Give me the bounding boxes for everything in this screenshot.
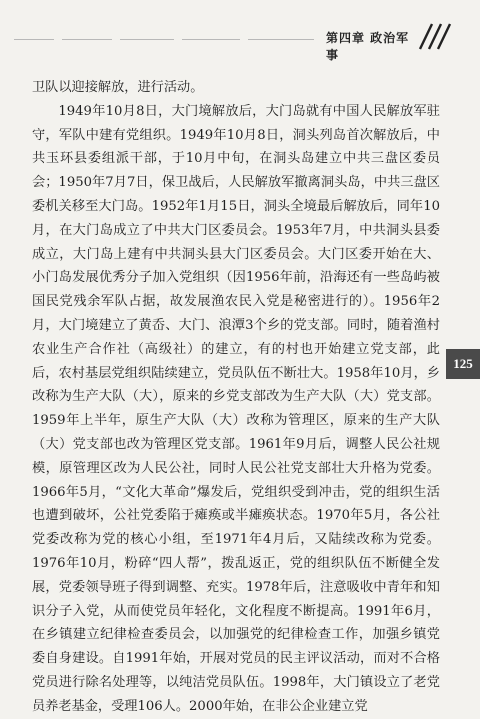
paragraph-continued: 卫队以迎接解放，进行活动。 — [32, 80, 204, 95]
page-number: 125 — [446, 349, 480, 379]
header-dash-line — [14, 39, 54, 40]
chapter-title: 第四章 政治军事 — [326, 31, 410, 62]
running-header — [0, 18, 480, 62]
body-text — [32, 76, 440, 719]
header-dash-line — [182, 39, 240, 40]
paragraph: 1949年10月8日，大门境解放后，大门岛就有中国人民解放军驻守，军队中建有党组织。1949年10月8日，洞头列岛首次解放后，中共玉环县委组派干部，于10月中旬，在洞头岛建立中共三盘区委员会；1950年7月7日，保卫战后，人民解放军撤离洞头岛，中共三盘区委机关移至大门岛。1952年1月15日，洞头全境最后解放后，同年10月，在大门岛成立了中共大门区委员会。1953年7月，中共洞头县委成立，大门岛上建有中共洞头县大门区委员会。大门区委开始在大、小门岛发展优秀分子加入党组织（因1956年前，沿海还有一些岛屿被国民党残余军队占据，故发展渔农民入党是秘密进行的）。1956年2月，大门境建立了黄岙、大门、浪潭3个乡的党支部。同时，随着渔村农业生产合作社（高级社）的建立，有的村也开始建立党支部，此后，农村基层党组织陆续建立，党员队伍不断壮大。1958年10月，乡改称为生产大队（大），原来的乡党支部改为生产大队（大）党支部。1959年上半年，原生产大队（大）改称为管理区，原来的生产大队（大）党支部也改为管理区党支部。1961年9月后，调整人民公社规模，原管理区改为人民公社，同时人民公社党支部壮大升格为党委。1966年5月，“文化大革命”爆发后，党组织受到冲击，党的组织生活也遭到破坏，公社党委陷于瘫痪或半瘫痪状态。1970年5月，各公社党委改称为党的核心小组，至1971年4月后，又陆续改称为党委。1976年10月，粉碎“四人帮”，拨乱返正，党的组织队伍不断健全发展，党委领导班子得到调整、充实。1978年后，注意吸收中青年和知识分子入党，从而使党员年轻化，文化程度不断提高。1991年6月，在乡镇建立纪律检查委员会，以加强党的纪律检查工作，加强乡镇党委自身建设。自1991年始，开展对党员的民主评议活动，而对不合格党员进行除名处理等，以纯洁党员队伍。1998年，大门镇设立了老党员养老基金，受理106人。2000年始，在非公企业建立党 — [32, 103, 440, 714]
header-dash-line — [120, 39, 174, 40]
header-dash-line — [62, 39, 112, 40]
header-dash-line — [248, 39, 314, 40]
slash-decoration-icon — [418, 22, 458, 50]
